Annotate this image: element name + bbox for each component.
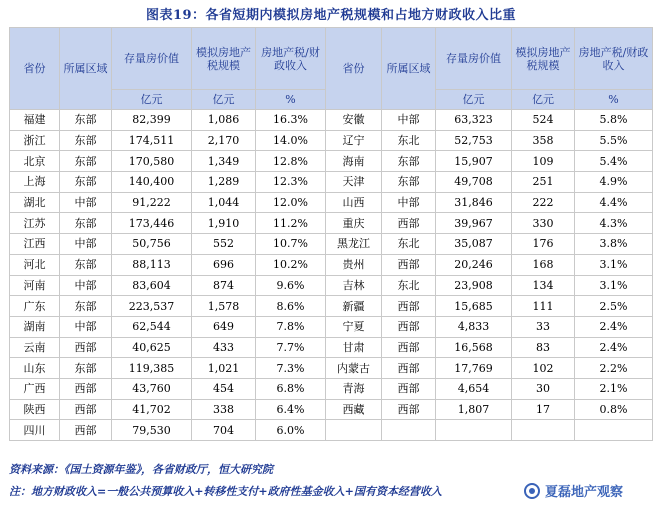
cell-tax-scale: 1,086 — [192, 110, 256, 131]
cell-province: 上海 — [10, 172, 60, 193]
cell-ratio: 10.7% — [256, 234, 326, 255]
header-region-2: 所属区域 — [386, 62, 431, 75]
cell-ratio: 9.6% — [256, 275, 326, 296]
cell-province: 浙江 — [10, 130, 60, 151]
table-row — [10, 192, 653, 213]
cell-region: 东部 — [60, 130, 112, 151]
table-row — [10, 296, 653, 317]
unit-ratio-2: % — [575, 90, 653, 110]
wechat-logo-icon — [524, 483, 540, 499]
cell-region: 东部 — [60, 151, 112, 172]
table-row — [10, 378, 653, 399]
cell-province: 四川 — [10, 420, 60, 441]
cell-province: 福建 — [10, 110, 60, 131]
cell-region: 西部 — [60, 378, 112, 399]
cell-province: 江苏 — [10, 213, 60, 234]
cell-province: 海南 — [326, 151, 382, 172]
cell-ratio: 3.1% — [575, 275, 653, 296]
cell-tax-scale: 1,044 — [192, 192, 256, 213]
header-row — [10, 28, 653, 90]
cell-tax-scale: 33 — [512, 316, 575, 337]
table-row — [10, 337, 653, 358]
header-ratio-2: 房地产税/财政收入 — [578, 45, 649, 72]
cell-tax-scale: 433 — [192, 337, 256, 358]
cell-stock-value: 170,580 — [112, 151, 192, 172]
cell-stock-value: 20,246 — [436, 254, 512, 275]
cell-ratio: 2.1% — [575, 378, 653, 399]
cell-stock-value: 15,685 — [436, 296, 512, 317]
cell-stock-value: 40,625 — [112, 337, 192, 358]
cell-tax-scale: 552 — [192, 234, 256, 255]
table-row — [10, 151, 653, 172]
empty-cell — [326, 420, 382, 441]
cell-tax-scale: 1,910 — [192, 213, 256, 234]
cell-tax-scale: 874 — [192, 275, 256, 296]
cell-province: 湖北 — [10, 192, 60, 213]
cell-ratio: 12.0% — [256, 192, 326, 213]
cell-tax-scale: 524 — [512, 110, 575, 131]
watermark — [520, 479, 627, 502]
cell-tax-scale: 17 — [512, 399, 575, 420]
cell-region: 西部 — [382, 316, 436, 337]
cell-province: 青海 — [326, 378, 382, 399]
cell-ratio: 3.8% — [575, 234, 653, 255]
cell-ratio: 5.5% — [575, 130, 653, 151]
cell-ratio: 3.1% — [575, 254, 653, 275]
table-body — [10, 110, 653, 441]
cell-province: 山西 — [326, 192, 382, 213]
cell-region: 东部 — [60, 110, 112, 131]
cell-ratio: 8.6% — [256, 296, 326, 317]
cell-ratio: 5.8% — [575, 110, 653, 131]
cell-province: 吉林 — [326, 275, 382, 296]
cell-region: 中部 — [60, 316, 112, 337]
cell-province: 黑龙江 — [326, 234, 382, 255]
cell-province: 重庆 — [326, 213, 382, 234]
cell-ratio: 4.3% — [575, 213, 653, 234]
cell-tax-scale: 1,289 — [192, 172, 256, 193]
cell-region: 中部 — [60, 275, 112, 296]
cell-stock-value: 91,222 — [112, 192, 192, 213]
cell-province: 安徽 — [326, 110, 382, 131]
cell-region: 西部 — [60, 420, 112, 441]
table-row — [10, 234, 653, 255]
empty-cell — [575, 420, 653, 441]
cell-ratio: 0.8% — [575, 399, 653, 420]
cell-province: 云南 — [10, 337, 60, 358]
cell-tax-scale: 330 — [512, 213, 575, 234]
cell-ratio: 6.8% — [256, 378, 326, 399]
cell-province: 湖南 — [10, 316, 60, 337]
cell-ratio: 11.2% — [256, 213, 326, 234]
unit-stock: 亿元 — [112, 90, 192, 110]
cell-tax-scale: 176 — [512, 234, 575, 255]
cell-region: 中部 — [382, 110, 436, 131]
cell-tax-scale: 454 — [192, 378, 256, 399]
header-stock-value-2: 存量房价值 — [446, 52, 501, 65]
cell-ratio: 12.3% — [256, 172, 326, 193]
cell-stock-value: 79,530 — [112, 420, 192, 441]
cell-stock-value: 1,807 — [436, 399, 512, 420]
cell-region: 西部 — [382, 296, 436, 317]
cell-stock-value: 43,760 — [112, 378, 192, 399]
cell-province: 广西 — [10, 378, 60, 399]
page-title: 图表19：各省短期内模拟房地产税规模和占地方财政收入比重 — [145, 8, 517, 23]
cell-region: 中部 — [382, 192, 436, 213]
cell-ratio: 4.9% — [575, 172, 653, 193]
cell-region: 东部 — [60, 254, 112, 275]
cell-tax-scale: 2,170 — [192, 130, 256, 151]
cell-tax-scale: 1,021 — [192, 358, 256, 379]
cell-region: 东部 — [60, 296, 112, 317]
cell-region: 东部 — [60, 213, 112, 234]
cell-province: 宁夏 — [326, 316, 382, 337]
cell-ratio: 6.0% — [256, 420, 326, 441]
cell-tax-scale: 649 — [192, 316, 256, 337]
cell-province: 贵州 — [326, 254, 382, 275]
cell-tax-scale: 704 — [192, 420, 256, 441]
cell-tax-scale: 30 — [512, 378, 575, 399]
cell-province: 新疆 — [326, 296, 382, 317]
watermark-text: 夏磊地产观察 — [545, 485, 624, 500]
unit-stock-2: 亿元 — [436, 90, 512, 110]
cell-ratio: 2.4% — [575, 337, 653, 358]
cell-tax-scale: 109 — [512, 151, 575, 172]
cell-ratio: 16.3% — [256, 110, 326, 131]
cell-stock-value: 173,446 — [112, 213, 192, 234]
cell-ratio: 2.2% — [575, 358, 653, 379]
table-row — [10, 130, 653, 151]
cell-stock-value: 52,753 — [436, 130, 512, 151]
cell-province: 天津 — [326, 172, 382, 193]
cell-tax-scale: 222 — [512, 192, 575, 213]
source-note: 资料来源：《国土资源年鉴》，各省财政厅，恒大研究院 — [9, 463, 273, 476]
formula-note: 注：地方财政收入=一般公共预算收入+转移性支付+政府性基金收入+国有资本经营收入 — [9, 485, 442, 498]
header-stock-value: 存量房价值 — [124, 52, 179, 65]
cell-region: 西部 — [382, 254, 436, 275]
cell-stock-value: 4,833 — [436, 316, 512, 337]
cell-region: 东部 — [60, 172, 112, 193]
header-region: 所属区域 — [63, 62, 108, 75]
table-row — [10, 316, 653, 337]
cell-stock-value: 31,846 — [436, 192, 512, 213]
cell-stock-value: 35,087 — [436, 234, 512, 255]
cell-province: 江西 — [10, 234, 60, 255]
cell-stock-value: 174,511 — [112, 130, 192, 151]
cell-ratio: 5.4% — [575, 151, 653, 172]
cell-stock-value: 88,113 — [112, 254, 192, 275]
tax-table — [9, 27, 653, 441]
cell-region: 西部 — [382, 337, 436, 358]
cell-tax-scale: 338 — [192, 399, 256, 420]
cell-region: 东北 — [382, 275, 436, 296]
empty-cell — [382, 420, 436, 441]
cell-stock-value: 119,385 — [112, 358, 192, 379]
table-row — [10, 275, 653, 296]
cell-region: 西部 — [60, 399, 112, 420]
cell-stock-value: 140,400 — [112, 172, 192, 193]
cell-region: 东部 — [60, 358, 112, 379]
cell-tax-scale: 696 — [192, 254, 256, 275]
table-row — [10, 172, 653, 193]
cell-region: 中部 — [60, 192, 112, 213]
cell-stock-value: 15,907 — [436, 151, 512, 172]
table-row — [10, 358, 653, 379]
cell-ratio: 7.8% — [256, 316, 326, 337]
cell-tax-scale: 83 — [512, 337, 575, 358]
cell-ratio: 2.5% — [575, 296, 653, 317]
cell-tax-scale: 111 — [512, 296, 575, 317]
cell-tax-scale: 251 — [512, 172, 575, 193]
cell-stock-value: 223,537 — [112, 296, 192, 317]
cell-region: 西部 — [60, 337, 112, 358]
cell-region: 东部 — [382, 172, 436, 193]
cell-stock-value: 83,604 — [112, 275, 192, 296]
cell-province: 甘肃 — [326, 337, 382, 358]
cell-ratio: 14.0% — [256, 130, 326, 151]
cell-stock-value: 63,323 — [436, 110, 512, 131]
cell-ratio: 12.8% — [256, 151, 326, 172]
cell-ratio: 6.4% — [256, 399, 326, 420]
unit-ratio: % — [256, 90, 326, 110]
cell-region: 西部 — [382, 213, 436, 234]
cell-province: 北京 — [10, 151, 60, 172]
cell-tax-scale: 134 — [512, 275, 575, 296]
cell-tax-scale: 168 — [512, 254, 575, 275]
cell-tax-scale: 358 — [512, 130, 575, 151]
table-row — [10, 254, 653, 275]
cell-region: 东北 — [382, 234, 436, 255]
cell-province: 陕西 — [10, 399, 60, 420]
cell-region: 东部 — [382, 151, 436, 172]
cell-ratio: 4.4% — [575, 192, 653, 213]
cell-stock-value: 23,908 — [436, 275, 512, 296]
header-tax-scale: 模拟房地产税规模 — [196, 45, 251, 72]
cell-ratio: 2.4% — [575, 316, 653, 337]
table-row — [10, 399, 653, 420]
cell-stock-value: 49,708 — [436, 172, 512, 193]
empty-cell — [512, 420, 575, 441]
cell-stock-value: 17,769 — [436, 358, 512, 379]
cell-province: 西藏 — [326, 399, 382, 420]
cell-stock-value: 62,544 — [112, 316, 192, 337]
cell-region: 东北 — [382, 130, 436, 151]
cell-province: 河北 — [10, 254, 60, 275]
cell-stock-value: 16,568 — [436, 337, 512, 358]
cell-region: 中部 — [60, 234, 112, 255]
header-province: 省份 — [10, 28, 60, 110]
cell-stock-value: 82,399 — [112, 110, 192, 131]
cell-ratio: 10.2% — [256, 254, 326, 275]
table-row — [10, 213, 653, 234]
table-row — [10, 110, 653, 131]
cell-province: 内蒙古 — [326, 358, 382, 379]
cell-region: 西部 — [382, 399, 436, 420]
table-row — [10, 420, 653, 441]
cell-region: 西部 — [382, 378, 436, 399]
header-province-2: 省份 — [326, 28, 382, 110]
cell-stock-value: 50,756 — [112, 234, 192, 255]
cell-province: 广东 — [10, 296, 60, 317]
cell-stock-value: 41,702 — [112, 399, 192, 420]
cell-stock-value: 39,967 — [436, 213, 512, 234]
cell-province: 辽宁 — [326, 130, 382, 151]
cell-tax-scale: 102 — [512, 358, 575, 379]
cell-province: 河南 — [10, 275, 60, 296]
cell-region: 西部 — [382, 358, 436, 379]
header-ratio: 房地产税/财政收入 — [261, 45, 320, 72]
cell-stock-value: 4,654 — [436, 378, 512, 399]
cell-ratio: 7.7% — [256, 337, 326, 358]
cell-tax-scale: 1,349 — [192, 151, 256, 172]
cell-tax-scale: 1,578 — [192, 296, 256, 317]
empty-cell — [436, 420, 512, 441]
cell-province: 山东 — [10, 358, 60, 379]
unit-tax: 亿元 — [192, 90, 256, 110]
unit-tax-2: 亿元 — [512, 90, 575, 110]
cell-ratio: 7.3% — [256, 358, 326, 379]
header-tax-scale-2: 模拟房地产税规模 — [515, 45, 571, 72]
